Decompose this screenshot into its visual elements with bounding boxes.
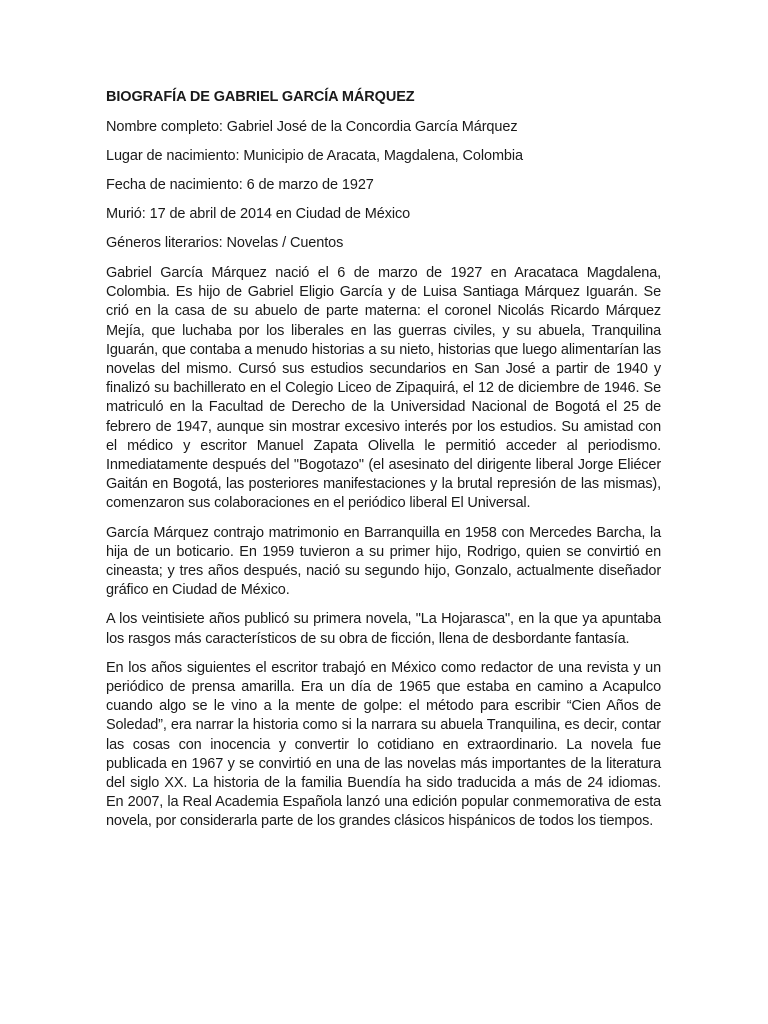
field-birth-date: Fecha de nacimiento: 6 de marzo de 1927 xyxy=(106,177,374,193)
document-title: BIOGRAFÍA DE GABRIEL GARCÍA MÁRQUEZ xyxy=(106,89,415,105)
field-genres: Géneros literarios: Novelas / Cuentos xyxy=(106,235,344,251)
paragraph-cien-anos: En los años siguientes el escritor trabajó en México como redactor de una revista y un periódico de prensa amarilla. Era un día de 1965 que estaba en camino a Acapulco cuando algo se le vino a la mente de golpe: el método para escribir “Cien Años de Soledad”, era narrar la historia como si la narrara su abuela Tranquilina, es decir, contar las cosas con inocencia y convertir lo cotidiano en extraordinario. La novela fue publicada en 1967 y se convirtió en una de las novelas más importantes de la literatura del siglo XX. La historia de la familia Buendía ha sido traducida a más de 24 idiomas. En 2007, la Real Academia Española lanzó una edición popular conmemorativa de esta novela, por considerarla parte de los grandes clásicos hispánicos de todos los tiempos. xyxy=(106,659,661,830)
field-full-name: Nombre completo: Gabriel José de la Concordia García Márquez xyxy=(106,119,518,135)
paragraph-early-life: Gabriel García Márquez nació el 6 de marzo de 1927 en Aracataca Magdalena, Colombia. Es hijo de Gabriel Eligio García y de Luisa Santiaga Márquez Iguarán. Se crió en la casa de su abuelo de parte materna: el coronel Nicolás Ricardo Márquez Mejía, que luchaba por los liberales en las guerras civiles, y su abuela, Tranquilina Iguarán, que contaba a menudo historias a su nieto, historias que luego alimentarían las novelas del mismo. Cursó sus estudios secundarios en San José a partir de 1940 y finalizó su bachillerato en el Colegio Liceo de Zipaquirá, el 12 de diciembre de 1946. Se matriculó en la Facultad de Derecho de la Universidad Nacional de Bogotá el 25 de febrero de 1947, aunque sin mostrar excesivo interés por los estudios. Su amistad con el médico y escritor Manuel Zapata Olivella le permitió acceder al periodismo. Inmediatamente después del "Bogotazo" (el asesinato del dirigente liberal Jorge Eliécer Gaitán en Bogotá, las posteriores manifestaciones y la brutal represión de las mismas), comenzaron sus colaboraciones en el periódico liberal El Universal. xyxy=(106,265,661,512)
field-death: Murió: 17 de abril de 2014 en Ciudad de México xyxy=(106,206,411,222)
paragraph-marriage: García Márquez contrajo matrimonio en Barranquilla en 1958 con Mercedes Barcha, la hija de un boticario. En 1959 tuvieron a su primer hijo, Rodrigo, quien se convirtió en cineasta; y tres años después, nació su segundo hijo, Gonzalo, actualmente diseñador gráfico en Ciudad de México. xyxy=(106,524,661,599)
paragraph-first-novel: A los veintisiete años publicó su primera novela, "La Hojarasca", en la que ya apuntaba los rasgos más característicos de su obra de ficción, llena de desbordante fantasía. xyxy=(106,611,661,647)
document-page xyxy=(106,88,661,842)
field-birthplace: Lugar de nacimiento: Municipio de Aracata, Magdalena, Colombia xyxy=(106,148,523,164)
